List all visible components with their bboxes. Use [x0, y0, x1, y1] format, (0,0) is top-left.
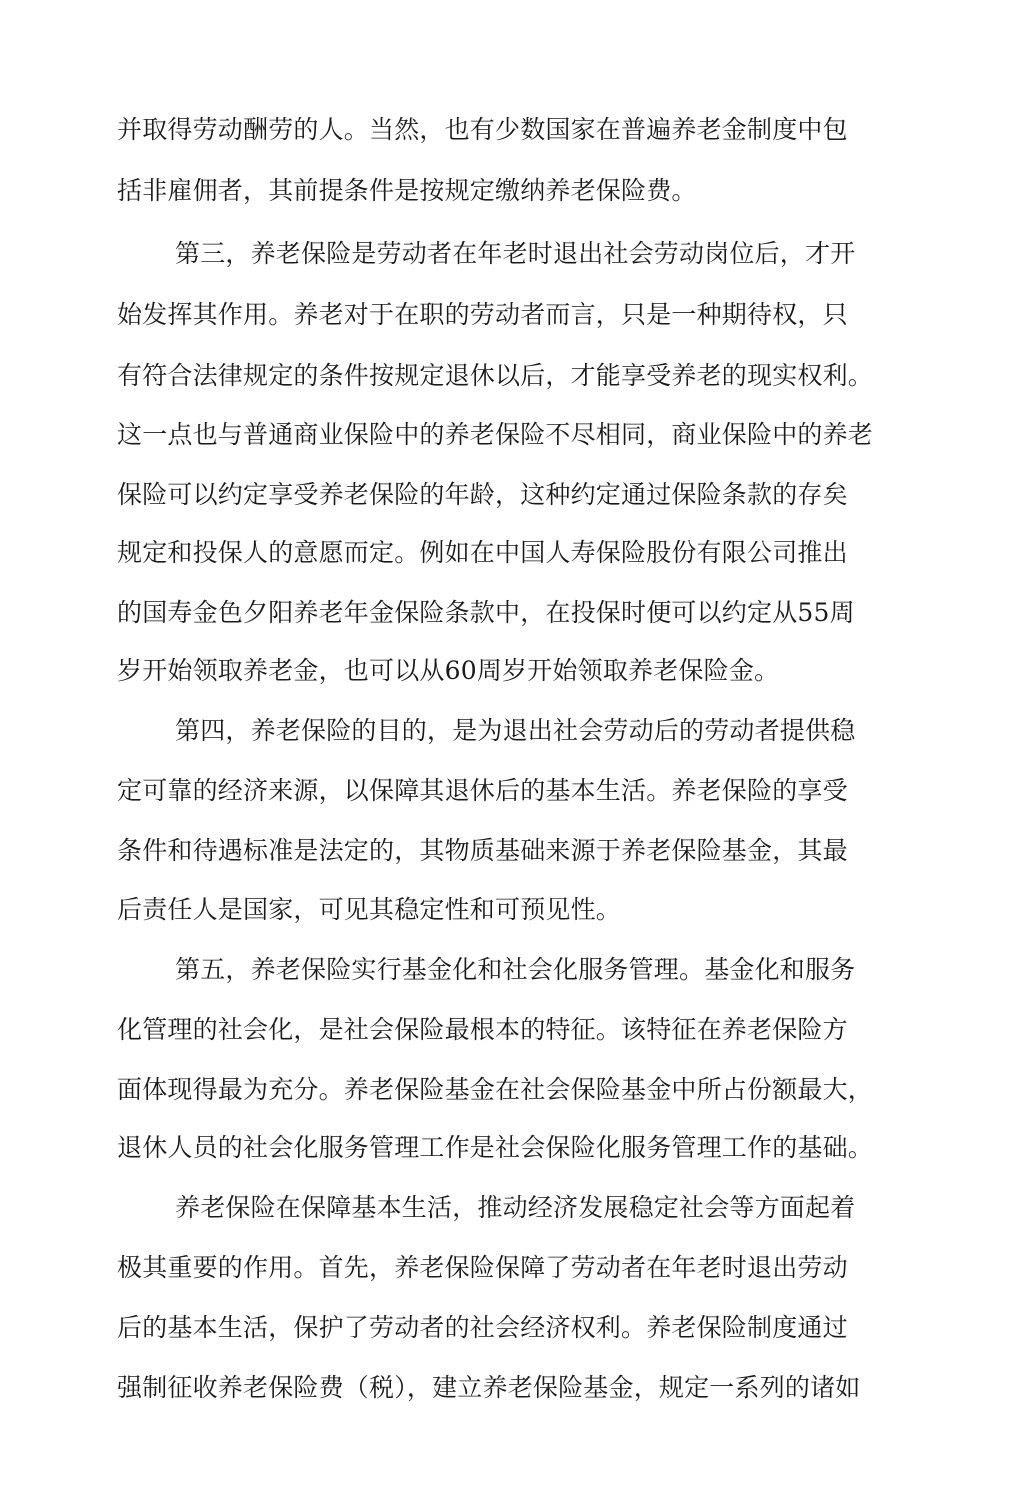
paragraph-start-line: 养老保险在保障基本生活，推动经济发展稳定社会等方面起着: [175, 1193, 856, 1222]
text-line: 并取得劳动酬劳的人。当然，也有少数国家在普遍养老金制度中包: [117, 115, 848, 144]
text-line: 规定和投保人的意愿而定。例如在中国人寿保险股份有限公司推出: [117, 538, 848, 567]
text-line: 后责任人是国家，可见其稳定性和可预见性。: [117, 895, 622, 924]
paragraph-start-line: 第五，养老保险实行基金化和社会化服务管理。基金化和服务: [175, 955, 856, 984]
text-line: 条件和待遇标准是法定的，其物质基础来源于养老保险基金，其最: [117, 836, 848, 865]
text-line: 面体现得最为充分。养老保险基金在社会保险基金中所占份额最大，: [117, 1075, 874, 1104]
paragraph-start-line: 第三，养老保险是劳动者在年老时退出社会劳动岗位后，才开: [175, 239, 856, 268]
text-line: 强制征收养老保险费（税），建立养老保险基金，规定一系列的诸如: [117, 1373, 861, 1402]
text-line: 始发挥其作用。养老对于在职的劳动者而言，只是一种期待权，只: [117, 300, 848, 329]
paragraph-start-line: 第四，养老保险的目的，是为退出社会劳动后的劳动者提供稳: [175, 716, 856, 745]
text-line: 的国寿金色夕阳养老年金保险条款中，在投保时便可以约定从55周: [117, 598, 855, 627]
text-line: 括非雇佣者，其前提条件是按规定缴纳养老保险费。: [117, 176, 697, 205]
text-line: 极其重要的作用。首先，养老保险保障了劳动者在年老时退出劳动: [117, 1253, 848, 1282]
text-line: 这一点也与普通商业保险中的养老保险不尽相同，商业保险中的养老: [117, 420, 874, 449]
text-line: 有符合法律规定的条件按规定退休以后，才能享受养老的现实权利。: [117, 361, 874, 390]
text-line: 定可靠的经济来源，以保障其退休后的基本生活。养老保险的享受: [117, 776, 848, 805]
text-line: 岁开始领取养老金，也可以从60周岁开始领取养老保险金。: [117, 656, 780, 685]
text-line: 化管理的社会化，是社会保险最根本的特征。该特征在养老保险方: [117, 1015, 848, 1044]
text-line: 保险可以约定享受养老保险的年龄，这种约定通过保险条款的存矣: [117, 480, 848, 509]
text-line: 退休人员的社会化服务管理工作是社会保险化服务管理工作的基础。: [117, 1133, 874, 1162]
text-line: 后的基本生活，保护了劳动者的社会经济权利。养老保险制度通过: [117, 1313, 848, 1342]
